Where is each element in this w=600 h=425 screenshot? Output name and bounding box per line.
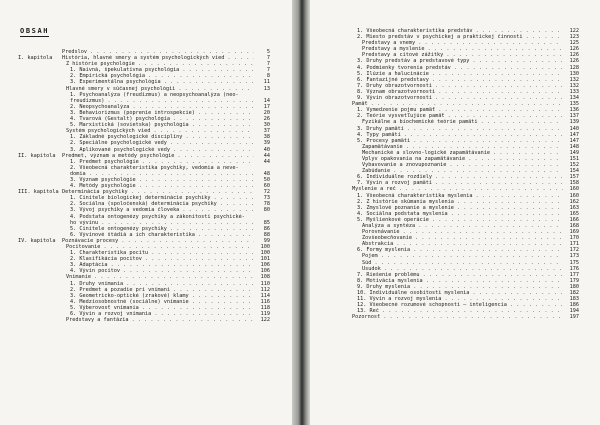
toc-entry-title: 3. Druhy pamäti . . . <box>357 126 563 132</box>
toc-page-number: 48 <box>256 171 270 177</box>
toc-page-number: 44 <box>256 159 270 165</box>
toc-entry-title: 4. Medziosobnostné (sociálne) vnímanie . . . <box>70 299 254 305</box>
toc-entry-title: 7. Druhy obrazotvornosti . . . <box>357 83 563 89</box>
toc-page-number: 114 <box>256 293 270 299</box>
left-toc <box>18 49 270 323</box>
toc-page-number: 100 <box>256 244 270 250</box>
toc-entry-title: Predstavy a myslenie . . . <box>362 46 563 52</box>
toc-page-number: 88 <box>256 232 270 238</box>
toc-entry-title: 5. Ilúzie a halucinácie . . . <box>357 71 563 77</box>
toc-page-number: 140 <box>565 126 579 132</box>
toc-page-number: 86 <box>256 226 270 232</box>
toc-page-number: 60 <box>256 183 270 189</box>
toc-entry-title: 1. Naivná, špekulatívna psychológia . . . <box>70 67 254 73</box>
toc-entry-title: 6. Individuálne rozdiely . . . <box>357 174 563 180</box>
chapter-label: I. kapitola <box>18 55 53 62</box>
toc-page-number: 73 <box>256 195 270 201</box>
toc-entry-title: 5. Myšlienkové operácie . . . <box>357 217 563 223</box>
right-page <box>310 0 600 425</box>
toc-page-number: 80 <box>256 207 270 213</box>
contents-heading: OBSAH <box>20 27 50 35</box>
toc-page-number: 148 <box>565 144 579 150</box>
toc-page-number: 126 <box>565 58 579 64</box>
toc-entry-title: 2. Všeobecná charakteristika psychiky, vedomia a neve- <box>70 165 254 171</box>
left-page <box>0 0 292 425</box>
toc-entry-title: Zabúdanie . . . <box>362 168 563 174</box>
toc-page-number: 26 <box>256 116 270 122</box>
toc-page-number: 108 <box>256 274 270 280</box>
toc-entry-title: 7. Riešenie problému . . . <box>357 272 563 278</box>
toc-page-number: 106 <box>256 268 270 274</box>
toc-entry-title: Hlavné smery v súčasnej psychológii . . . <box>66 86 254 92</box>
toc-entry-title: Vplyv opakovania na zapamätávanie . . . <box>362 156 563 162</box>
toc-entry-title: Predstavy a vnemy . . . <box>362 40 563 46</box>
toc-entry-title: Vybavovanie a znovupoznanie . . . <box>362 162 563 168</box>
toc-entry-title: Pozornosť . . . <box>352 314 563 320</box>
toc-page-number: 101 <box>256 256 270 262</box>
chapter-label: IV. kapitola <box>18 237 56 244</box>
toc-page-number: 126 <box>565 46 579 52</box>
toc-entry-title: 5. Marxistická (sovietska) psychológia . . . <box>70 122 254 128</box>
toc-entry <box>18 317 270 323</box>
toc-entry-title: 3. Druhy predstáv a predstavové typy . . . <box>357 58 563 64</box>
toc-page-number: 136 <box>565 107 579 113</box>
toc-page-number: 166 <box>565 217 579 223</box>
toc-page-number: 116 <box>256 299 270 305</box>
toc-entry-title: 2. Sociálna (spoločenská) determinácia psychiky . . . <box>70 201 254 207</box>
toc-page-number: 7 <box>256 55 270 61</box>
toc-entry-title: 1. Všeobecná charakteristika predstáv . . . <box>357 28 563 34</box>
toc-entry-title: 5. Výberovosť vnímania . . . <box>70 305 254 311</box>
toc-page-number: 11 <box>256 79 270 85</box>
toc-page-number: 176 <box>565 266 579 272</box>
toc-page-number: 175 <box>565 260 579 266</box>
toc-page-number: 162 <box>565 199 579 205</box>
toc-page-number: 183 <box>565 296 579 302</box>
toc-entry-title: 1. Psychoanalýza (freudizmus) a neopsychoanalýza (neo- <box>70 92 254 98</box>
toc-page-number: 147 <box>565 132 579 138</box>
toc-entry-title: freudizmus) . . . <box>70 98 254 104</box>
toc-entry-title: 1. Predmet psychológie . . . <box>70 159 254 165</box>
toc-page-number: 154 <box>565 168 579 174</box>
toc-entry-title: 3. Behaviorizmus (poprenie introspekcie) . . . <box>70 110 254 116</box>
toc-entry-title: 9. Druhy myslenia . . . <box>357 284 563 290</box>
toc-page-number: 123 <box>565 34 579 40</box>
toc-entry-title: 3. Vývoj psychiky a vedomia človeka . . . <box>70 207 254 213</box>
toc-page-number: 135 <box>565 101 579 107</box>
toc-entry-title: Súd . . . <box>362 260 563 266</box>
toc-entry-title: 12. Všeobecné rozumové schopnosti — inteligencia . . . <box>357 302 563 308</box>
toc-entry-title: 2. Z histórie skúmania myslenia . . . <box>357 199 563 205</box>
toc-entry-title: Vnímanie . . . <box>66 274 254 280</box>
toc-entry-title: 10. Individuálne osobitosti myslenia . . . <box>357 290 563 296</box>
toc-page-number: 137 <box>565 113 579 119</box>
toc-page-number: 128 <box>565 65 579 71</box>
toc-page-number: 169 <box>565 229 579 235</box>
toc-entry-title: 6. Formy myslenia . . . <box>357 247 563 253</box>
toc-page-number: 171 <box>565 241 579 247</box>
toc-entry-title: 4. Metódy psychológie . . . <box>70 183 254 189</box>
toc-page-number: 177 <box>565 272 579 278</box>
toc-entry-title: 4. Typy pamäti . . . <box>357 132 563 138</box>
toc-entry-title: Systém psychologických vied . . . <box>66 128 254 134</box>
toc-entry-title: 3. Význam psychológie . . . <box>70 177 254 183</box>
toc-page-number: 7 <box>256 67 270 73</box>
toc-page-number: 85 <box>256 220 270 226</box>
toc-entry-title: 4. Vývin pocitov . . . <box>70 268 254 274</box>
toc-page-number: 122 <box>565 28 579 34</box>
toc-page-number: 119 <box>256 311 270 317</box>
toc-page-number: 100 <box>256 250 270 256</box>
toc-page-number: 149 <box>565 150 579 156</box>
toc-entry-title: 2. Teórie vysvetľujúce pamäť . . . <box>357 113 563 119</box>
toc-entry-title: ho vývinu . . . <box>70 220 254 226</box>
toc-page-number: 158 <box>565 180 579 186</box>
toc-page-number: 179 <box>565 278 579 284</box>
toc-entry-title: 4. Tvarová (Gestalt) psychológia . . . <box>70 116 254 122</box>
toc-entry-title: Fyzikálne a biochemické teórie pamäti . . . <box>362 119 563 125</box>
toc-page-number: 38 <box>256 134 270 140</box>
toc-entry-title: 6. Fantazijné predstavy . . . <box>357 77 563 83</box>
toc-page-number: 14 <box>256 98 270 104</box>
toc-entry-title: 11. Vývin a rozvoj myslenia . . . <box>357 296 563 302</box>
toc-page-number: 182 <box>565 290 579 296</box>
toc-entry-title: Myslenie a reč . . . <box>352 186 563 192</box>
toc-entry-title: 1. Vymedzenie pojmu pamäť . . . <box>357 107 563 113</box>
toc-entry-title: 3. Experimentálna psychológia . . . <box>70 79 254 85</box>
toc-entry-title: Predstavy a citové zážitky . . . <box>362 52 563 58</box>
toc-entry-title: Analýza a syntéza . . . <box>362 223 563 229</box>
toc-page-number: 147 <box>565 138 579 144</box>
toc-page-number: 194 <box>565 308 579 314</box>
toc-entry-title: Pamäť . . . <box>352 101 563 107</box>
toc-page-number: 130 <box>565 71 579 77</box>
toc-page-number: 40 <box>256 147 270 153</box>
toc-entry-title: 1. Druhy vnímania . . . <box>70 281 254 287</box>
toc-entry-title: 2. Klasifikácia pocitov . . . <box>70 256 254 262</box>
toc-entry-title: Predslov . . . <box>62 49 254 55</box>
toc-entry-title: Predmet, význam a metódy psychológie . . . <box>62 153 254 159</box>
toc-page-number: 180 <box>565 284 579 290</box>
toc-page-number: 7 <box>256 61 270 67</box>
toc-entry-title: 1. Charakteristika pocitu . . . <box>70 250 254 256</box>
toc-page-number: 133 <box>565 89 579 95</box>
toc-page-number: 110 <box>256 281 270 287</box>
toc-page-number: 118 <box>256 305 270 311</box>
toc-page-number: 99 <box>256 238 270 244</box>
toc-page-number: 17 <box>256 104 270 110</box>
toc-entry-title: 2. Miesto predstáv v psychickej a praktickej činnosti . . . <box>357 34 563 40</box>
toc-entry-title: 1. Základné psychologické disciplíny . . . <box>70 134 254 140</box>
toc-page-number: 13 <box>256 86 270 92</box>
toc-entry-title: História, hlavné smery a systém psychologických vied . . . <box>62 55 254 61</box>
toc-entry-title: 4. Podmienky tvorenia predstáv . . . <box>357 65 563 71</box>
toc-page-number: 44 <box>256 153 270 159</box>
toc-entry-title: 1. Všeobecná charakteristika myslenia . . . <box>357 193 563 199</box>
toc-entry-title: 4. Podstata ontogenézy psychiky a zákonitosti psychické- <box>70 214 254 220</box>
toc-entry-title: 8. Význam obrazotvornosti . . . <box>357 89 563 95</box>
toc-entry-title: 4. Sociálna podstata myslenia . . . <box>357 211 563 217</box>
toc-page-number: 160 <box>565 193 579 199</box>
toc-entry-title: Z histórie psychológie . . . <box>66 61 254 67</box>
toc-entry-title: Pojem . . . <box>362 253 563 259</box>
toc-page-number: 125 <box>565 40 579 46</box>
toc-entry-title: 13. Reč . . . <box>357 308 563 314</box>
toc-entry-title: 5. Činitele ontogenézy psychiky . . . <box>70 226 254 232</box>
toc-page-number: 134 <box>565 95 579 101</box>
toc-entry-title: 3. Aplikované psychologické vedy . . . <box>70 147 254 153</box>
toc-page-number: 197 <box>565 314 579 320</box>
toc-entry-title: 9. Vývin obrazotvornosti . . . <box>357 95 563 101</box>
toc-entry-title: domia . . . <box>70 171 254 177</box>
book-gutter <box>292 0 310 425</box>
toc-page-number: 72 <box>256 189 270 195</box>
toc-page-number: 78 <box>256 201 270 207</box>
toc-entry-title: 5. Procesy pamäti . . . <box>357 138 563 144</box>
toc-entry-title: Porovnávanie . . . <box>362 229 563 235</box>
toc-entry-title: 1. Činitele biologickej determinácie psychiky . . . <box>70 195 254 201</box>
toc-page-number: 160 <box>565 186 579 192</box>
toc-page-number: 139 <box>565 119 579 125</box>
toc-entry-title: 2. Empirická psychológia . . . <box>70 73 254 79</box>
toc-entry-title: 7. Vývin a rozvoj pamäti . . . <box>357 180 563 186</box>
toc-page-number: 186 <box>565 302 579 308</box>
toc-page-number: 8 <box>256 73 270 79</box>
toc-page-number: 152 <box>565 162 579 168</box>
toc-page-number: 126 <box>565 52 579 58</box>
toc-page-number: 20 <box>256 110 270 116</box>
chapter-label: III. kapitola <box>18 189 59 196</box>
toc-entry-title: Pocitovanie . . . <box>66 244 254 250</box>
chapter-label: II. kapitola <box>18 152 56 159</box>
toc-page-number: 132 <box>565 77 579 83</box>
toc-page-number: 173 <box>565 253 579 259</box>
toc-entry-title: 2. Neopsychoanalýza . . . <box>70 104 254 110</box>
toc-page-number: 151 <box>565 156 579 162</box>
toc-page-number: 50 <box>256 177 270 183</box>
toc-page-number: 163 <box>565 205 579 211</box>
toc-entry-title: Determinácia psychiky . . . <box>62 189 254 195</box>
toc-entry-title: 3. Adaptácia . . . <box>70 262 254 268</box>
toc-entry-title: Abstrakcia . . . <box>362 241 563 247</box>
toc-entry-title: 2. Špeciálne psychologické vedy . . . <box>70 140 254 146</box>
toc-page-number: 5 <box>256 49 270 55</box>
toc-entry <box>352 314 579 320</box>
toc-page-number: 106 <box>256 262 270 268</box>
toc-entry-title: Mechanické a slovno-logické zapamätávanie . . . <box>362 150 563 156</box>
toc-page-number: 39 <box>256 140 270 146</box>
toc-entry-title: Zapamätávanie . . . <box>362 144 563 150</box>
toc-entry-title: 6. Vývin a rozvoj vnímania . . . <box>70 311 254 317</box>
toc-page-number: 112 <box>256 287 270 293</box>
toc-entry-title: Úsudok . . . <box>362 266 563 272</box>
toc-page-number: 172 <box>565 247 579 253</box>
toc-entry-title: 3. Geometricko-optické (zrakové) klamy . . . <box>70 293 254 299</box>
toc-page-number: 132 <box>565 83 579 89</box>
toc-entry-title: 3. Zmyslové poznanie a myslenie . . . <box>357 205 563 211</box>
toc-page-number: 30 <box>256 122 270 128</box>
toc-entry-title: Poznávacie procesy . . . <box>62 238 254 244</box>
right-toc <box>352 28 579 321</box>
toc-entry-title: 6. Vývinové štádiá a ich charakteristika . . . <box>70 232 254 238</box>
toc-page-number: 122 <box>256 317 270 323</box>
toc-entry-title: Zovšeobecňovanie . . . <box>362 235 563 241</box>
toc-page-number: 165 <box>565 211 579 217</box>
toc-page-number: 170 <box>565 235 579 241</box>
toc-entry-title: 2. Predmet a pozadie pri vnímaní . . . <box>70 287 254 293</box>
toc-entry-title: Predstavy a fantázia . . . <box>66 317 254 323</box>
toc-page-number: 37 <box>256 128 270 134</box>
toc-page-number: 157 <box>565 174 579 180</box>
toc-entry-title: 8. Motivácia myslenia . . . <box>357 278 563 284</box>
toc-page-number: 168 <box>565 223 579 229</box>
